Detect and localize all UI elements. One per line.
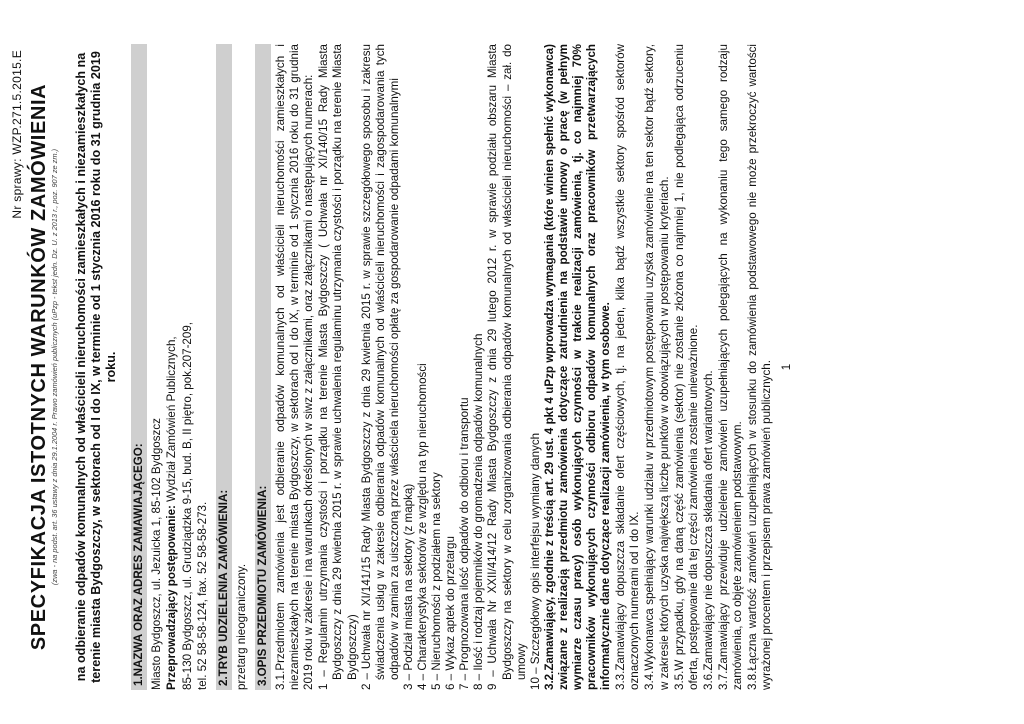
procedure-conductor (165, 44, 179, 690)
conductor-address: 85-130 Bydgoszcz, ul. Grudziądzka 9-15, bud. B, II piętro, pok.207-209, (180, 322, 194, 690)
attachment-item: 4 – Charakterystyka sektorów ze względu na typ nieruchomości (415, 363, 429, 690)
paragraph-3-7: 3.7.Zamawiający przewiduje udzielenie zamówień uzupełniających polegających na wykonaniu tego samego rodzaju zamówienia, co objęte zamówieniem podstawowym. (716, 44, 745, 690)
contracting-authority-address: Miasto Bydgoszcz, ul. Jezuicka 1, 85-102 Bydgoszcz (150, 418, 164, 690)
section-3-heading: 3.OPIS PRZEDMIOTU ZAMÓWIENIA: (255, 44, 271, 690)
paragraph-3-6: 3.6.Zamawiający nie dopuszcza składania ofert wariantowych. (701, 370, 715, 690)
case-number: Nr sprawy: WZP.271.5.2015.E (10, 50, 24, 219)
paragraph-3-8: 3.8.Łączna wartość zamówień uzupełniających w stosunku do zamówienia podstawowego nie może przekroczyć wartości wyrażonej procentem i przepisem prawa zamówień publicznych. (746, 44, 774, 690)
document-title: SPECYFIKACJA ISTOTNYCH WARUNKÓW ZAMÓWIENIA (28, 83, 51, 651)
section-1-heading: 1.NAZWA ORAZ ADRES ZAMAWIAJĄCEGO: (131, 44, 147, 690)
contact-phone-fax: tel. 52 58-58-124, fax. 52 58-58-273. (195, 501, 209, 690)
attachment-item: 10 – Szczegółowy opis interfejsu wymiany danych (528, 432, 542, 690)
paragraph-3-2: 3.2.Zamawiający, zgodnie z treścią art. 29 ust. 4 pkt 4 uPzp wprowadza wymagania (które winien spełnić wykonawca) związane z realizacją przedmiotu zamówienia dotyczące zatrudnienia na podstawie umowy o pracę (w pełnym wymiarze czasu pracy) osób wykonujących czynności w trakcie realizacji zamówienia, tj. co najmniej 70% pracowników wykonujących czynności odbioru odpadów komunalnych oraz pracowników przetwarzających informatycznie dane dotyczące realizacji zamówienia, w tym osobowe. (542, 44, 613, 690)
attachment-item: 2 – Uchwała nr XI/141/15 Rady Miasta Bydgoszczy z dnia 29 kwietnia 2015 r. w sprawie szczegółowego sposobu i zakresu świadczenia usług w zakresie odbierania odpadów komunalnych od właścicieli nieruchomości i zagospodarowania tych odpadów w zamian za uiszczoną przez właściciela nieruchomości opłatę za gospodarowanie odpadami komunalnymi (359, 44, 401, 690)
attachment-item: 7 – Prognozowana ilość odpadów do odbioru i transportu (458, 397, 472, 690)
paragraph-3-5: 3.5.W przypadku, gdy na daną część zamówienia (sektor) nie zostanie złożona co najmniej 1, nie podlegająca odrzuceniu oferta, postępowanie dla tej części zamówienia zostanie unieważnione. (672, 44, 700, 690)
tender-subject: na odbieranie odpadów komunalnych od właścicieli nieruchomości zamieszkałych i niezamieszkałych na terenie miasta Bydgoszczy, w sektorach od I do IX, w terminie od 1 stycznia 2016 roku do 31 grudnia 2019 roku. (74, 51, 119, 683)
procedure-type: przetarg nieograniczony. (234, 563, 248, 690)
procedure-conductor-value: Wydział Zamówień Publicznych, (165, 336, 179, 506)
procedure-conductor-label: Przeprowadzający postępowanie: (165, 505, 179, 690)
attachment-item: 3 – Podział miasta na sektory (z mapką) (401, 483, 415, 690)
attachment-item: 1 – Regulamin utrzymania czystości i porządku na terenie Miasta Bydgoszczy ( Uchwała nr XI/140/15 Rady Miasta Bydgoszczy z dnia 29 kwietnia 2015 r. w sprawie uchwalenia regulaminu utrzymania czystości i porządku na terenie Miasta Bydgoszczy) (317, 44, 359, 690)
section-2-heading: 2.TRYB UDZIELENIA ZAMÓWIENIA: (216, 44, 232, 690)
page-number: 1 (780, 363, 794, 371)
attachment-item: 8 – Ilość i rodzaj pojemników do gromadzenia odpadów komunalnych (472, 333, 486, 690)
attachment-item: 5 – Nieruchomości z podziałem na sektory (430, 472, 444, 690)
paragraph-3-4: 3.4.Wykonawca spełniający warunki udziału w przedmiotowym postępowaniu uzyska zamówienie na ten sektor bądź sektory, w zakresie których uzyska największą liczbę punktów w obowiązujących w postępowaniu kryteriach. (643, 44, 671, 690)
attachments-list (317, 44, 543, 690)
attachment-item: 9 – Uchwała Nr XXII/414/12 Rady Miasta Bydgoszczy z dnia 29 lutego 2012 r. w sprawie podziału obszaru Miasta Bydgoszczy na sektory w celu zorganizowania odbierania odpadów komunalnych od właścicieli nieruchomości – zał. do umowy (486, 44, 528, 690)
paragraph-3-3: 3.3.Zamawiający dopuszcza składanie ofert częściowych, tj. na jeden, kilka bądź wszystkie sektory spośród sektorów oznaczonych numerami od I do IX. (614, 44, 642, 690)
attachment-item: 6 – Wykaz aptek do przetargu (444, 536, 458, 690)
paragraph-3-1: 3.1.Przedmiotem zamówienia jest odbieranie odpadów komunalnych od właścicieli nieruchomości zamieszkałych i niezamieszkałych na terenie miasta Bydgoszczy, w sektorach od I do IX, w terminie od 1 stycznia 2016 roku do 31 grudnia 2019 roku w zakresie i na warunkach określonych w siwz z załącznikami, oraz załącznikami o następujących numerach: (274, 44, 316, 690)
legal-basis: (zwa - na podst. art. 36 ustawy z dnia 29.1.2004 r. Prawo zamówień publicznych (uPzp - tekst jedn. Dz. U. z 2013 r., poz. 907 ze zm.) (50, 148, 60, 586)
